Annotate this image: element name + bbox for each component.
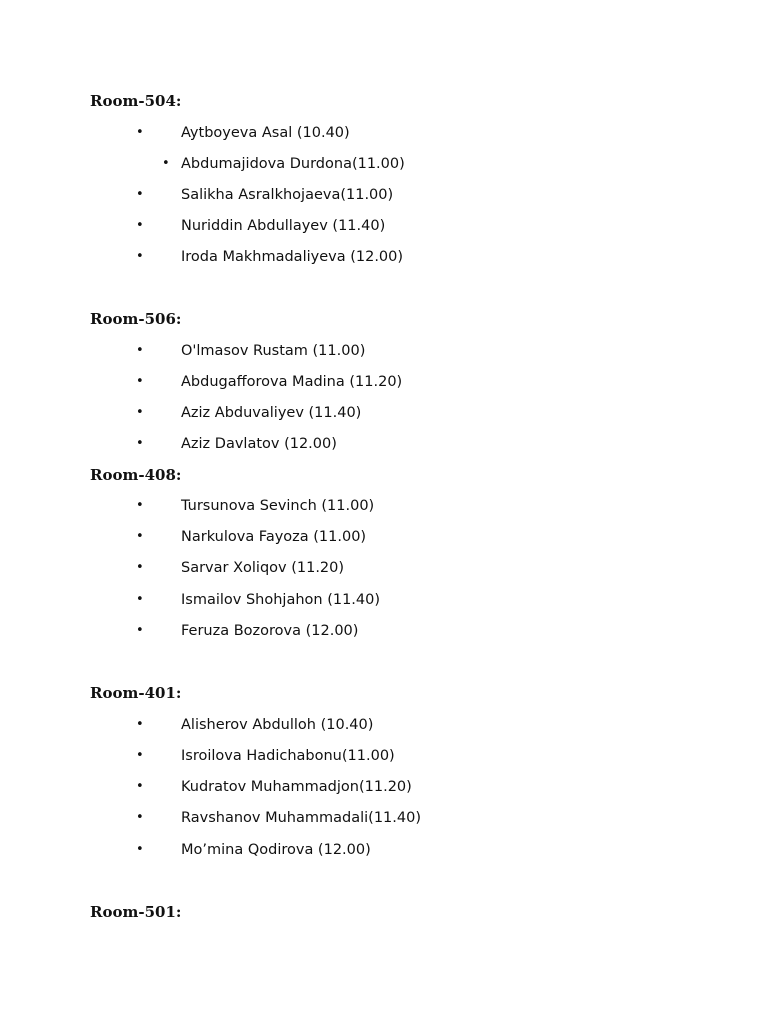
bullet-icon: •: [162, 156, 170, 171]
entry-text: Narkulova Fayoza (11.00): [181, 529, 367, 545]
bullet-icon: •: [136, 343, 144, 358]
entry-text: Sarvar Xoliqov (11.20): [181, 560, 345, 576]
room-heading-401: Room-401:: [90, 684, 182, 702]
bullet-icon: •: [136, 498, 144, 513]
entry-text: Aziz Abduvaliyev (11.40): [181, 405, 362, 421]
bullet-icon: •: [136, 779, 144, 794]
entry-text: Abdugafforova Madina (11.20): [181, 374, 403, 390]
entry-text: Kudratov Muhammadjon(11.20): [181, 779, 412, 795]
entry-text: Aytboyeva Asal (10.40): [181, 125, 350, 141]
entry-text: Tursunova Sevinch (11.00): [181, 498, 375, 514]
entry-text: Iroda Makhmadaliyeva (12.00): [181, 249, 404, 265]
bullet-icon: •: [136, 592, 144, 607]
bullet-icon: •: [136, 810, 144, 825]
bullet-icon: •: [136, 125, 144, 140]
room-heading-506: Room-506:: [90, 310, 182, 328]
bullet-icon: •: [136, 218, 144, 233]
entry-text: Isroilova Hadichabonu(11.00): [181, 748, 395, 764]
entry-text: Abdumajidova Durdona(11.00): [181, 156, 405, 172]
bullet-icon: •: [136, 405, 144, 420]
room-heading-408: Room-408:: [90, 466, 182, 484]
entry-text: Mo’mina Qodirova (12.00): [181, 842, 371, 858]
bullet-icon: •: [136, 560, 144, 575]
bullet-icon: •: [136, 748, 144, 763]
entry-text: Feruza Bozorova (12.00): [181, 623, 359, 639]
bullet-icon: •: [136, 187, 144, 202]
entry-text: Ismailov Shohjahon (11.40): [181, 592, 381, 608]
bullet-icon: •: [136, 842, 144, 857]
bullet-icon: •: [136, 374, 144, 389]
entry-text: Salikha Asralkhojaeva(11.00): [181, 187, 394, 203]
room-heading-504: Room-504:: [90, 92, 182, 110]
bullet-icon: •: [136, 717, 144, 732]
entry-text: O'lmasov Rustam (11.00): [181, 343, 366, 359]
room-heading-501: Room-501:: [90, 903, 182, 921]
entry-text: Nuriddin Abdullayev (11.40): [181, 218, 386, 234]
entry-text: Ravshanov Muhammadali(11.40): [181, 810, 421, 826]
entry-text: Alisherov Abdulloh (10.40): [181, 717, 374, 733]
bullet-icon: •: [136, 436, 144, 451]
entry-text: Aziz Davlatov (12.00): [181, 436, 337, 452]
bullet-icon: •: [136, 529, 144, 544]
bullet-icon: •: [136, 623, 144, 638]
bullet-icon: •: [136, 249, 144, 264]
